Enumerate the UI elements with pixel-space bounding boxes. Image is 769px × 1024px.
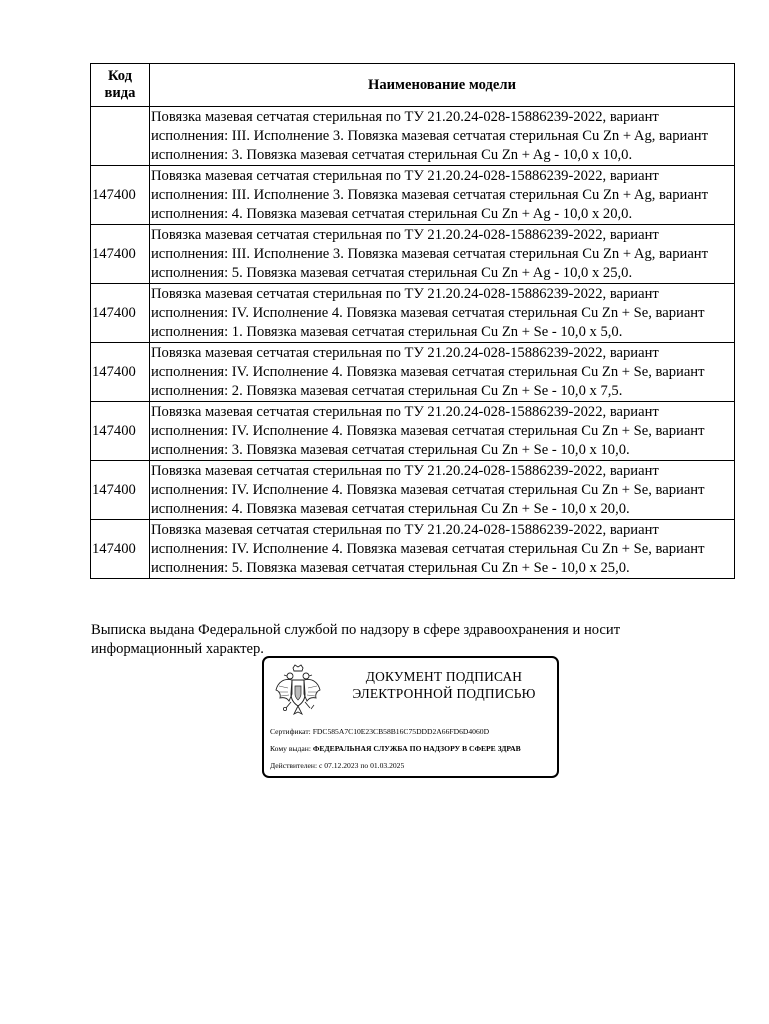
signature-stamp (262, 656, 559, 778)
row-name: Повязка мазевая сетчатая стерильная по ТУ 21.20.24-028-15886239-2022, вариант исполнения: IV. Исполнение 4. Повязка мазевая сетчатая стерильная Cu Zn + Se, вариант исполнения: 1. Повязка мазевая сетчатая стерильная Cu Zn + Se - 10,0 x 5,0. (150, 284, 735, 343)
row-name: Повязка мазевая сетчатая стерильная по ТУ 21.20.24-028-15886239-2022, вариант исполнения: IV. Исполнение 4. Повязка мазевая сетчатая стерильная Cu Zn + Se, вариант исполнения: 3. Повязка мазевая сетчатая стерильная Cu Zn + Se - 10,0 x 10,0. (150, 402, 735, 461)
table-row (91, 520, 735, 579)
row-code: 147400 (91, 343, 150, 402)
notice-text: Выписка выдана Федеральной службой по надзору в сфере здравоохранения и носит информационный характер. (91, 622, 621, 657)
row-code: 147400 (91, 284, 150, 343)
table-row (91, 107, 735, 166)
row-code: 147400 (91, 225, 150, 284)
stamp-title (334, 668, 554, 702)
coat-of-arms-icon (274, 664, 322, 722)
row-name: Повязка мазевая сетчатая стерильная по ТУ 21.20.24-028-15886239-2022, вариант исполнения: IV. Исполнение 4. Повязка мазевая сетчатая стерильная Cu Zn + Se, вариант исполнения: 2. Повязка мазевая сетчатая стерильная Cu Zn + Se - 10,0 x 7,5. (150, 343, 735, 402)
models-table (90, 63, 735, 579)
issued-to-label: Кому выдан: (270, 744, 311, 753)
row-name: Повязка мазевая сетчатая стерильная по ТУ 21.20.24-028-15886239-2022, вариант исполнения: IV. Исполнение 4. Повязка мазевая сетчатая стерильная Cu Zn + Se, вариант исполнения: 5. Повязка мазевая сетчатая стерильная Cu Zn + Se - 10,0 x 25,0. (150, 520, 735, 579)
table-header-row (91, 64, 735, 107)
valid-value: с 07.12.2023 по 01.03.2025 (318, 761, 405, 770)
stamp-title-line1: ДОКУМЕНТ ПОДПИСАН (365, 669, 523, 684)
issued-to-value: ФЕДЕРАЛЬНАЯ СЛУЖБА ПО НАДЗОРУ В СФЕРЕ ЗДРАВ (312, 744, 521, 753)
row-code: 147400 (91, 520, 150, 579)
header-name: Наименование модели (150, 64, 735, 107)
row-code: 147400 (91, 461, 150, 520)
stamp-certificate (270, 727, 489, 737)
table-row (91, 166, 735, 225)
row-code: 147400 (91, 166, 150, 225)
table-row (91, 343, 735, 402)
table-row (91, 402, 735, 461)
valid-label: Действителен: (270, 761, 318, 770)
row-name: Повязка мазевая сетчатая стерильная по ТУ 21.20.24-028-15886239-2022, вариант исполнения: III. Исполнение 3. Повязка мазевая сетчатая стерильная Cu Zn + Ag, вариант исполнения: 3. Повязка мазевая сетчатая стерильная Cu Zn + Ag - 10,0 x 10,0. (150, 107, 735, 166)
header-code: Код вида (91, 64, 150, 107)
stamp-validity (270, 761, 404, 771)
row-code: 147400 (91, 402, 150, 461)
table-row (91, 284, 735, 343)
row-name: Повязка мазевая сетчатая стерильная по ТУ 21.20.24-028-15886239-2022, вариант исполнения: IV. Исполнение 4. Повязка мазевая сетчатая стерильная Cu Zn + Se, вариант исполнения: 4. Повязка мазевая сетчатая стерильная Cu Zn + Se - 10,0 x 20,0. (150, 461, 735, 520)
row-name: Повязка мазевая сетчатая стерильная по ТУ 21.20.24-028-15886239-2022, вариант исполнения: III. Исполнение 3. Повязка мазевая сетчатая стерильная Cu Zn + Ag, вариант исполнения: 5. Повязка мазевая сетчатая стерильная Cu Zn + Ag - 10,0 x 25,0. (150, 225, 735, 284)
row-name: Повязка мазевая сетчатая стерильная по ТУ 21.20.24-028-15886239-2022, вариант исполнения: III. Исполнение 3. Повязка мазевая сетчатая стерильная Cu Zn + Ag, вариант исполнения: 4. Повязка мазевая сетчатая стерильная Cu Zn + Ag - 10,0 x 20,0. (150, 166, 735, 225)
stamp-title-line2: ЭЛЕКТРОННОЙ ПОДПИСЬЮ (352, 686, 536, 701)
table-row (91, 461, 735, 520)
certificate-value: FDC585A7C10E23CB58B16C75DDD2A66FD6D4060D (312, 727, 490, 736)
stamp-issued-to (270, 744, 521, 754)
certificate-label: Сертификат: (270, 727, 311, 736)
table-row (91, 225, 735, 284)
row-code (91, 107, 150, 166)
